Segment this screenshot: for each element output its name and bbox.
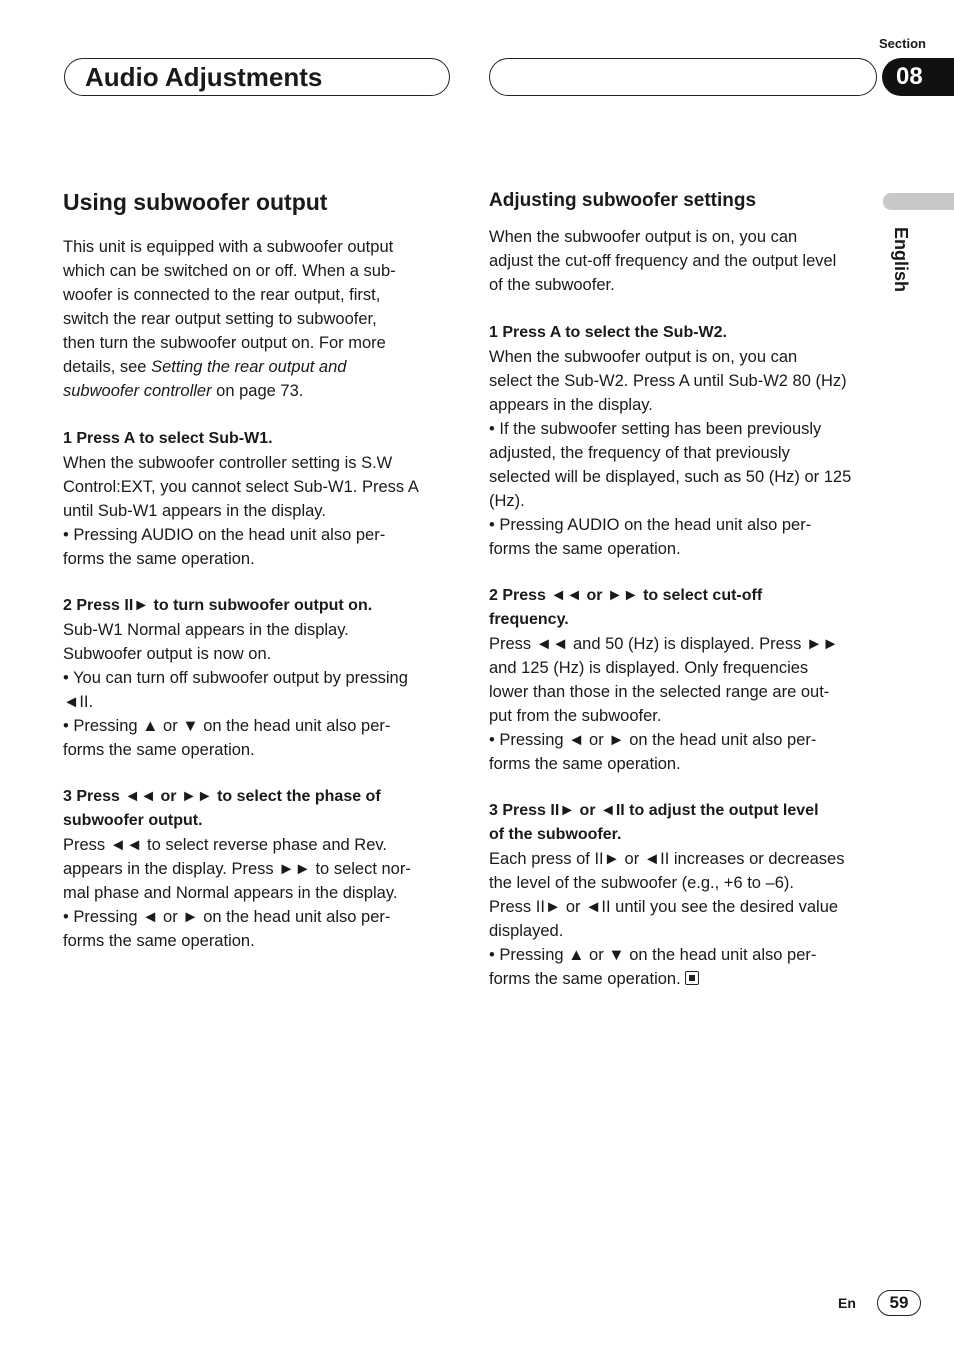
section-number: 08	[882, 58, 954, 96]
step-title: 2 Press ◄◄ or ►► to select cut-off	[489, 587, 763, 604]
step-line: until Sub-W1 appears in the display.	[63, 502, 326, 520]
step-line: put from the subwoofer.	[489, 707, 662, 725]
language-label: English	[891, 227, 911, 293]
heading-adjusting-subwoofer: Adjusting subwoofer settings	[489, 190, 757, 211]
intro-line: which can be switched on or off. When a sub-	[63, 262, 396, 280]
left-step-1	[63, 427, 453, 571]
right-step-2	[489, 584, 879, 776]
intro-line: woofer is connected to the rear output, first,	[63, 286, 381, 304]
step-line: • Pressing ▲ or ▼ on the head unit also per-	[489, 946, 817, 964]
step-line: forms the same operation.	[63, 741, 255, 759]
step-line: • Pressing ▲ or ▼ on the head unit also per-	[63, 717, 391, 735]
step-line: forms the same operation.	[489, 755, 681, 773]
step-line: • Pressing ◄ or ► on the head unit also per-	[489, 731, 817, 749]
step-title: 2 Press II► to turn subwoofer output on.	[63, 597, 373, 614]
intro-line: adjust the cut-off frequency and the output level	[489, 252, 837, 270]
step-line: • Pressing AUDIO on the head unit also per-	[63, 526, 386, 544]
step-line: Each press of II► or ◄II increases or decreases	[489, 850, 845, 868]
step-line: forms the same operation.	[63, 550, 255, 568]
intro-line: subwoofer controller on page 73.	[63, 382, 304, 400]
heading-using-subwoofer: Using subwoofer output	[63, 189, 328, 215]
step-line: appears in the display.	[489, 396, 653, 414]
step-line: Control:EXT, you cannot select Sub-W1. Press A	[63, 478, 419, 496]
step-line: • You can turn off subwoofer output by pressing	[63, 669, 408, 687]
step-line: forms the same operation.	[489, 540, 681, 558]
step-line: • Pressing ◄ or ► on the head unit also per-	[63, 908, 391, 926]
step-line: displayed.	[489, 922, 564, 940]
step-title: 3 Press II► or ◄II to adjust the output level	[489, 802, 819, 819]
left-intro	[63, 235, 453, 403]
step-title: of the subwoofer.	[489, 826, 622, 843]
step-line: selected will be displayed, such as 50 (Hz) or 125	[489, 468, 852, 486]
step-line: (Hz).	[489, 492, 525, 510]
left-step-3	[63, 785, 453, 953]
step-line: Press II► or ◄II until you see the desired value	[489, 898, 839, 916]
intro-line: of the subwoofer.	[489, 276, 615, 294]
step-line: forms the same operation.	[489, 967, 889, 991]
step-line: Subwoofer output is now on.	[63, 645, 272, 663]
right-intro	[489, 225, 879, 297]
chapter-title: Audio Adjustments	[85, 62, 323, 92]
chapter-title-box	[64, 58, 450, 96]
step-line: • Pressing AUDIO on the head unit also per-	[489, 516, 812, 534]
cross-reference: subwoofer controller	[63, 382, 212, 400]
step-line: lower than those in the selected range are out-	[489, 683, 830, 701]
step-line: Sub-W1 Normal appears in the display.	[63, 621, 349, 639]
step-title: 1 Press A to select Sub-W1.	[63, 430, 273, 447]
step-line: • If the subwoofer setting has been previously	[489, 420, 822, 438]
step-title: frequency.	[489, 611, 569, 628]
right-step-1	[489, 321, 879, 561]
step-line: When the subwoofer controller setting is S.W	[63, 454, 393, 472]
left-step-2	[63, 594, 453, 762]
step-line: mal phase and Normal appears in the display.	[63, 884, 398, 902]
step-line: appears in the display. Press ►► to select nor-	[63, 860, 411, 878]
step-line: When the subwoofer output is on, you can	[489, 348, 798, 366]
intro-line: then turn the subwoofer output on. For more	[63, 334, 386, 352]
step-title: subwoofer output.	[63, 812, 203, 829]
step-line: Press ◄◄ to select reverse phase and Rev.	[63, 836, 387, 854]
step-line: select the Sub-W2. Press A until Sub-W2 80 (Hz)	[489, 372, 847, 390]
step-line: and 125 (Hz) is displayed. Only frequencies	[489, 659, 809, 677]
section-label: Section	[879, 36, 926, 51]
footer-language: En	[838, 1295, 856, 1311]
intro-line: details, see Setting the rear output and	[63, 358, 347, 376]
intro-line: This unit is equipped with a subwoofer output	[63, 238, 394, 256]
step-line: the level of the subwoofer (e.g., +6 to –6).	[489, 874, 794, 892]
language-tab-bar	[883, 193, 954, 210]
header-blank-box	[489, 58, 877, 96]
step-line: ◄II.	[63, 693, 94, 711]
intro-line: When the subwoofer output is on, you can	[489, 228, 798, 246]
step-title: 1 Press A to select the Sub-W2.	[489, 324, 727, 341]
step-line: forms the same operation.	[63, 932, 255, 950]
end-mark-icon	[685, 971, 699, 985]
step-line: adjusted, the frequency of that previously	[489, 444, 790, 462]
right-step-3	[489, 799, 889, 991]
cross-reference: Setting the rear output and	[151, 358, 347, 376]
step-title: 3 Press ◄◄ or ►► to select the phase of	[63, 788, 381, 805]
page-number: 59	[877, 1290, 921, 1316]
step-line: Press ◄◄ and 50 (Hz) is displayed. Press ►►	[489, 635, 839, 653]
intro-line: switch the rear output setting to subwoofer,	[63, 310, 377, 328]
